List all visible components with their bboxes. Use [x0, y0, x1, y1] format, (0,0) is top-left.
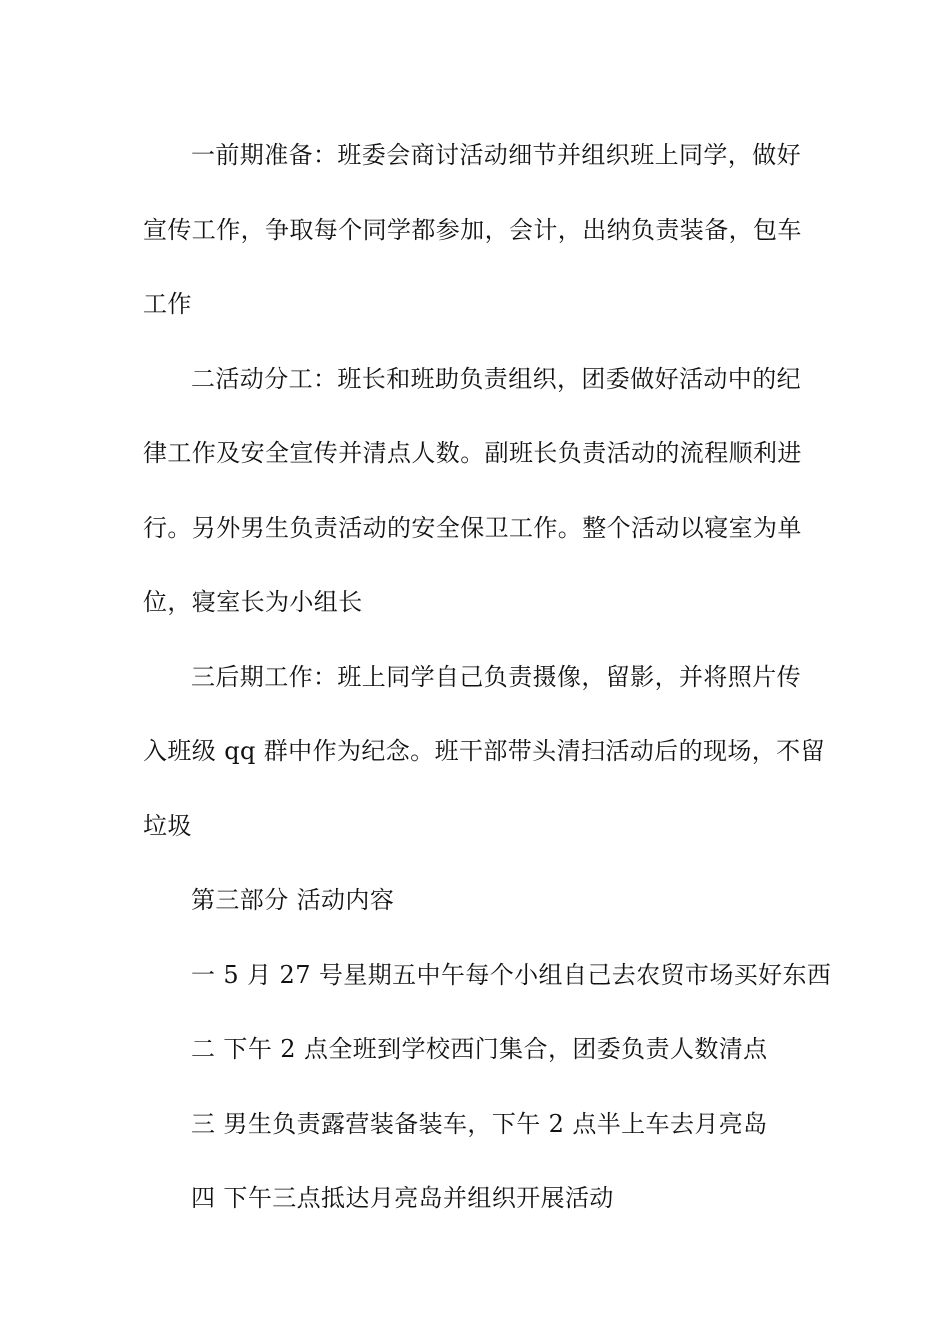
- text-line: 垃圾: [143, 811, 192, 840]
- text-line: 宣传工作，争取每个同学都参加，会计，出纳负责装备，包车: [143, 215, 802, 244]
- text-line: 一 5 月 27 号星期五中午每个小组自己去农贸市场买好东西: [191, 960, 832, 989]
- document-body: [143, 118, 832, 1236]
- list-item-step-1: [143, 938, 832, 1013]
- text-line: 一前期准备：班委会商讨活动细节并组织班上同学，做好: [191, 141, 801, 169]
- text-line: 二 下午 2 点全班到学校西门集合，团委负责人数清点: [191, 1035, 768, 1063]
- text-line: 二活动分工：班长和班助负责组织，团委做好活动中的纪: [191, 364, 801, 393]
- text-line: 三后期工作：班上同学自己负责摄像，留影，并将照片传: [191, 662, 801, 691]
- text-line: 位，寝室长为小组长: [143, 588, 363, 616]
- list-item-step-4: [143, 1161, 807, 1236]
- paragraph-later-work: [143, 640, 825, 864]
- paragraph-preparation: [143, 118, 807, 342]
- text-line: 入班级 qq 群中作为纪念。班干部带头清扫活动后的现场，不留: [143, 737, 825, 765]
- text-line: 行。另外男生负责活动的安全保卫工作。整个活动以寝室为单: [143, 513, 802, 542]
- text-line: 工作: [143, 290, 192, 318]
- list-item-step-3: [143, 1087, 807, 1162]
- text-line: 四 下午三点抵达月亮岛并组织开展活动: [191, 1184, 614, 1212]
- section-heading-activity-content: [143, 863, 807, 938]
- text-line: 三 男生负责露营装备装车，下午 2 点半上车去月亮岛: [191, 1109, 768, 1138]
- text-line: 第三部分 活动内容: [191, 886, 395, 914]
- paragraph-division-of-labor: [143, 342, 807, 640]
- text-line: 律工作及安全宣传并清点人数。副班长负责活动的流程顺利进: [143, 439, 802, 467]
- list-item-step-2: [143, 1012, 807, 1087]
